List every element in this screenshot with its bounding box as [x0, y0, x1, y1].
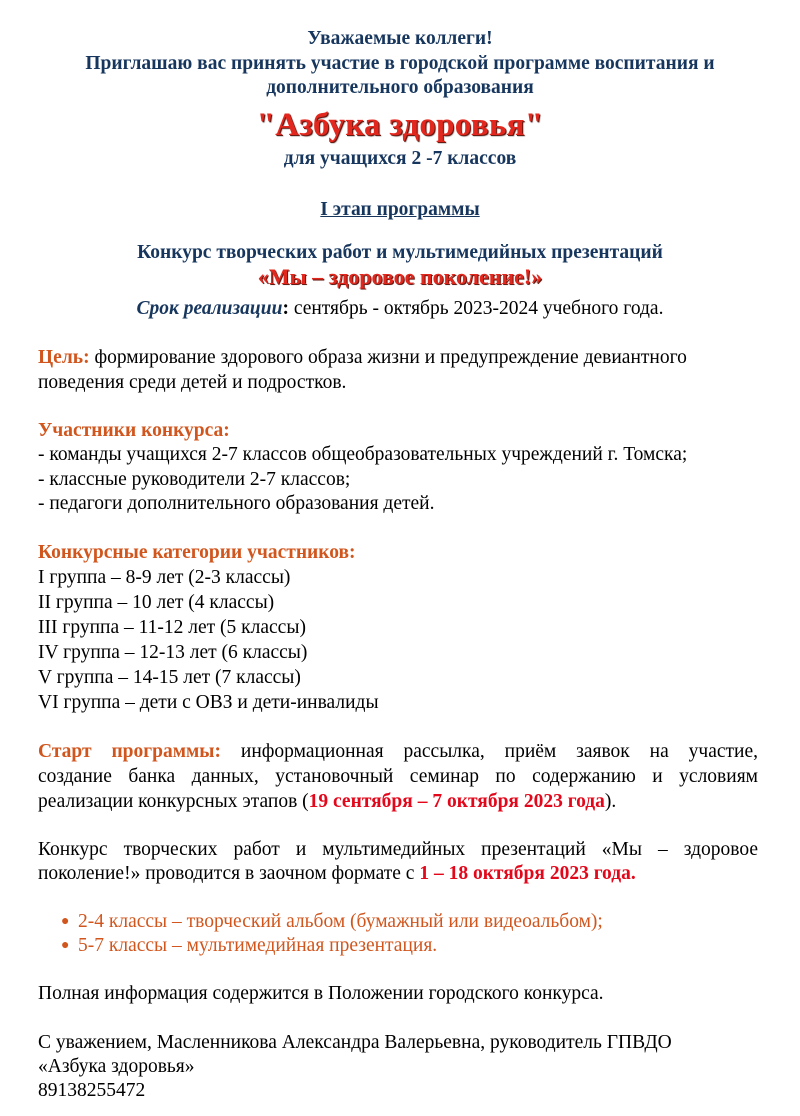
format-list-text: 2-4 классы – творческий альбом (бумажный или видеоальбом); [78, 911, 603, 932]
format-text-1: Конкурс творческих работ и мультимедийных презентаций «Мы – здоровое [38, 839, 758, 860]
start-text-1: информационная рассылка, приём заявок на участие, [221, 741, 758, 762]
format-line-2 [38, 862, 758, 886]
term-colon: : [282, 298, 289, 319]
term-value: сентябрь - октябрь 2023-2024 учебного года. [288, 298, 664, 319]
stage-title: I этап программы [320, 199, 480, 220]
audience: для учащихся 2 -7 классов [283, 148, 517, 169]
category-item: VI группа – дети с ОВЗ и дети-инвалиды [38, 692, 379, 713]
categories-heading: Конкурсные категории участников: [38, 542, 356, 563]
goal-line-1 [38, 346, 758, 370]
signature-line-2: «Азбука здоровья» [38, 1056, 195, 1077]
format-list-item [61, 934, 438, 958]
participant-item: - команды учащихся 2-7 классов общеобразовательных учреждений г. Томска; [38, 444, 688, 465]
contest-name: Конкурс творческих работ и мультимедийных презентаций [137, 242, 663, 263]
format-list-item [61, 910, 603, 934]
category-item: II группа – 10 лет (4 классы) [38, 592, 275, 613]
participant-item: - педагоги дополнительного образования детей. [38, 493, 435, 514]
goal-text-2: поведения среди детей и подростков. [38, 372, 347, 393]
bullet-icon: ● [61, 938, 70, 953]
goal-text-1: формирование здорового образа жизни и предупреждение девиантного [89, 347, 687, 368]
start-line-3 [38, 790, 758, 814]
format-text-2: поколение!» проводится в заочном формате с [38, 863, 420, 884]
start-text-2: создание банка данных, установочный семинар по содержанию и условиям [38, 766, 758, 787]
bullet-icon: ● [61, 914, 70, 929]
participant-item: - классные руководители 2-7 классов; [38, 469, 351, 490]
greeting: Уважаемые коллеги! [307, 28, 493, 49]
start-label: Старт программы: [38, 741, 222, 762]
signature-line-1: С уважением, Масленникова Александра Валерьевна, руководитель ГПВДО [38, 1032, 672, 1053]
start-text-3-prefix: реализации конкурсных этапов ( [38, 791, 309, 812]
term-line [0, 297, 800, 321]
term-label: Срок реализации [136, 298, 283, 319]
start-line-1 [38, 740, 758, 764]
format-list-text: 5-7 классы – мультимедийная презентация. [78, 935, 438, 956]
contact-phone: 89138255472 [38, 1080, 146, 1101]
start-dates: 19 сентября – 7 октября 2023 года [308, 791, 605, 812]
category-item: V группа – 14-15 лет (7 классы) [38, 667, 301, 688]
goal-label: Цель: [38, 347, 90, 368]
start-text-3-suffix: ). [604, 791, 617, 812]
format-dates: 1 – 18 октября 2023 года. [419, 863, 636, 884]
category-item: III группа – 11-12 лет (5 классы) [38, 617, 306, 638]
invitation-line-2: дополнительного образования [266, 77, 534, 98]
invitation-line-1: Приглашаю вас принять участие в городской программе воспитания и [85, 53, 715, 74]
info-note: Полная информация содержится в Положении городского конкурса. [38, 983, 604, 1004]
participants-heading: Участники конкурса: [38, 420, 230, 441]
contest-slogan: «Мы – здоровое поколение!» [257, 264, 543, 289]
category-item: IV группа – 12-13 лет (6 классы) [38, 642, 308, 663]
program-title: "Азбука здоровья" [256, 107, 544, 143]
category-item: I группа – 8-9 лет (2-3 классы) [38, 567, 291, 588]
